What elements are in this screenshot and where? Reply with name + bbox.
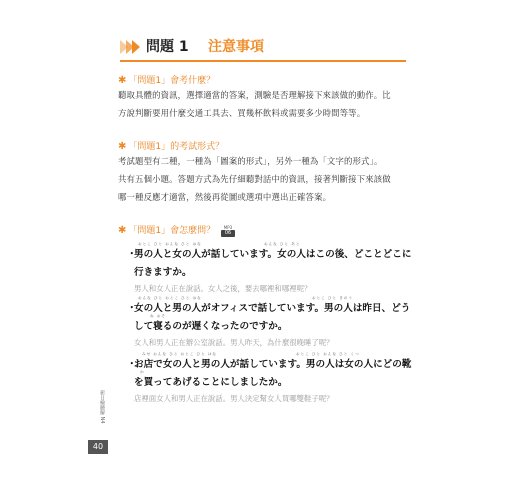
furigana: おんな ひと おとこ ひと はな — [138, 296, 202, 300]
header-underline — [120, 60, 406, 62]
asterisk-icon: ✱ — [118, 75, 127, 86]
dialogue-line: を買ってあげることにしましたか。 — [134, 377, 288, 388]
section-heading: ✱ 「問題1」的考試形式？ — [118, 141, 225, 152]
chevron-icon — [132, 40, 140, 54]
dialogue-line: 行きますか。 — [134, 267, 192, 278]
paragraph-line: 哪一種反應才適當，然後再從圖或選項中選出正確答案。 — [118, 192, 332, 202]
section-paragraph — [118, 152, 408, 206]
section-header — [120, 36, 406, 58]
header-title: 問題 1 — [146, 39, 189, 55]
section-heading: ✱ 「問題1」會怎麼問？ MP3 06 — [118, 223, 235, 237]
furigana: ね おそ — [150, 314, 166, 318]
asterisk-icon: ✱ — [118, 225, 127, 236]
dialogue-line: ・ 男の人と女の人が話しています。女の人はこの後、どことどこに — [134, 246, 411, 260]
bullet-icon: ・ — [127, 303, 137, 314]
section-heading: ✱ 「問題1」會考什麼？ — [118, 75, 216, 86]
bullet-icon: ・ — [127, 249, 137, 260]
dialogue-translation: 女人和男人正在辦公室說話。男人昨天，為什麼很晚睡了呢？ — [134, 338, 334, 347]
mp3-track-number: 06 — [221, 230, 235, 237]
paragraph-line: 考試題型有二種，一種為「圖案的形式」，另外一種為「文字的形式」。 — [118, 156, 383, 166]
furigana: か — [140, 370, 145, 374]
dialogue-line: ・ 女の人と男の人がオフィスで話しています。男の人は昨日、どう — [134, 300, 410, 314]
furigana: おとこ ひと おんな ひと くつ — [296, 352, 360, 356]
bullet-icon: ・ — [127, 359, 137, 370]
furigana: おんな ひと あと — [264, 242, 301, 246]
asterisk-icon: ✱ — [118, 141, 127, 152]
paragraph-line: 方說判斷要用什麼交通工具去、買幾杯飲料或需要多少時間等等。 — [118, 108, 366, 118]
paragraph-line: 共有五個小題。答題方式為先仔細聽對話中的資訊，接著判斷接下來該做 — [118, 174, 391, 184]
mp3-label: MP3 — [223, 224, 233, 230]
paragraph-line: 聽取具體的資訊，選擇適當的答案，測驗是否理解接下來該做的動作。比 — [118, 90, 391, 100]
book-side-label: 新日檢聽解 N4 — [99, 390, 105, 424]
dialogue-translation: 男人和女人正在說話。女人之後，要去哪裡和哪裡呢？ — [134, 284, 312, 293]
dialogue-line: ・ お店で女の人と男の人が話しています。男の人は女の人にどの靴 — [134, 356, 411, 370]
dialogue-translation: 店裡面女人和男人正在說話。男人決定幫女人買哪雙鞋子呢？ — [134, 394, 334, 403]
furigana: みせ おんな ひと おとこ ひと はな — [142, 352, 218, 356]
dialogue-line: して寝るのが遅くなったのですか。 — [134, 321, 288, 332]
page-number: 40 — [88, 440, 108, 454]
furigana: おとこ ひと きのう — [312, 296, 354, 300]
mp3-track-icon — [221, 225, 235, 237]
section-paragraph — [118, 86, 408, 122]
header-subtitle: 注意事項 — [208, 39, 264, 55]
furigana: おとこ ひと おんな ひと はな — [138, 242, 202, 246]
